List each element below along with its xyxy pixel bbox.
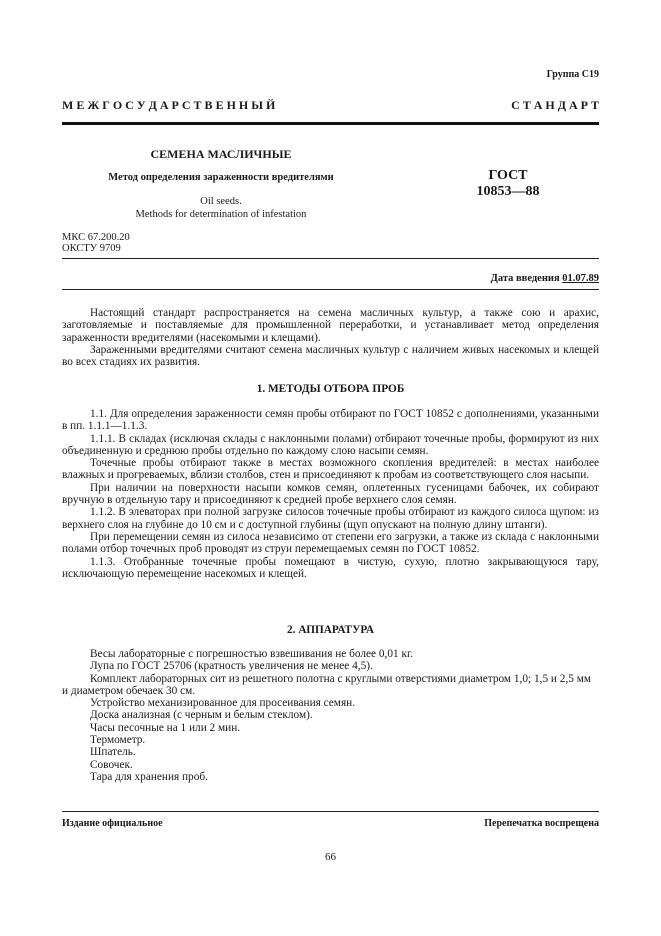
footer-rule <box>62 811 599 812</box>
english-title-line-2: Methods for determination of infestation <box>135 209 307 220</box>
list-item: Тара для хранения проб. <box>90 770 208 783</box>
section-1-text <box>62 408 599 580</box>
classification-codes <box>62 232 130 254</box>
intro-text <box>62 307 599 368</box>
date-rule <box>62 289 599 290</box>
official-edition-label: Издание официальное <box>62 818 163 829</box>
page-number: 66 <box>325 851 336 863</box>
gost-number <box>448 168 568 200</box>
section-1-paragraph: При перемещении семян из силоса независимо от степени его загрузки, а также из склада с наклонными полами отбор точечных проб проводят из струи перемещаемых семян по ГОСТ 10852. <box>62 530 599 556</box>
list-item: Устройство механизированное для просеивания семян. <box>90 697 356 710</box>
mks-code: МКС 67.200.20 <box>62 232 130 243</box>
okstu-code: ОКСТУ 9709 <box>62 243 121 254</box>
introduction-date <box>491 273 599 284</box>
introduction-date-label: Дата введения <box>490 273 560 284</box>
section-1-paragraph: 1.1.3. Отобранные точечные пробы помещают в чистую, сухую, плотно закрывающуюся тару, исключающую перемещение насекомых и клещей. <box>62 555 599 580</box>
list-item: Термометр. <box>90 734 146 747</box>
introduction-date-value: 01.07.89 <box>562 273 599 284</box>
banner-right: С Т А Н Д А Р Т <box>511 98 599 112</box>
section-1-paragraph: 1.1.2. В элеваторах при полной загрузке силосов точечные пробы отбирают из каждого силоса щупом: из верхнего слоя на глубине до 10 см и с доступной глубины (щуп опускают на полную длину штанги). <box>62 506 599 531</box>
gost-label: ГОСТ <box>488 168 528 183</box>
list-item: Комплект лабораторных сит из решетного полотна с круглыми отверстиями диаметром 1,0; 1,5 и 2,5 мм и диаметром обечаек 30 см. <box>62 672 592 697</box>
list-item: Часы песочные на 1 или 2 мин. <box>90 721 241 734</box>
banner-left: М Е Ж Г О С У Д А Р С Т В Е Н Н Ы Й <box>62 98 276 112</box>
section-1-paragraph: Точечные пробы отбирают также в местах возможного скопления вредителей: в местах наиболее влажных и прогреваемых, вблизи столбов, стен и присоединяют к пробам из соответствующего слоя насыпи. <box>62 457 599 482</box>
group-code: Группа С19 <box>546 69 599 80</box>
section-2-heading: 2. АППАРАТУРА <box>287 624 374 636</box>
standard-banner <box>62 98 599 113</box>
list-item: Весы лабораторные с погрешностью взвешивания не более 0,01 кг. <box>90 648 414 660</box>
banner-rule <box>62 122 599 125</box>
document-subtitle: Метод определения зараженности вредителями <box>108 172 334 183</box>
intro-paragraph: Зараженными вредителями считают семена масличных культур с наличием живых насекомых и клещей во всех стадиях их развития. <box>62 343 599 369</box>
english-title-line-1: Oil seeds. <box>200 196 242 207</box>
section-1-heading: 1. МЕТОДЫ ОТБОРА ПРОБ <box>256 383 405 395</box>
list-item: Шпатель. <box>90 746 136 759</box>
reprint-prohibited-label: Перепечатка воспрещена <box>484 818 599 829</box>
section-1-paragraph: 1.1.1. В складах (исключая склады с наклонными полами) отбирают точечные пробы, формируют из них объединенную и среднюю пробы отдельно по каждому слою насыпи семян. <box>62 432 599 457</box>
equipment-list <box>62 648 599 783</box>
gost-code: 10853—88 <box>476 184 540 199</box>
section-1-paragraph: При наличии на поверхности насыпи комков семян, оплетенных гусеницами бабочек, их собирают вручную в отдельную тару и присоединяют к средней пробе верхнего слоя семян. <box>62 481 599 507</box>
header-rule <box>62 258 599 259</box>
intro-paragraph: Настоящий стандарт распространяется на семена масличных культур, а также сою и арахис, заготовляемые и поставляемые для промышленной переработки, и устанавливает метод определения зараженности вредителями (насекомыми и клещами). <box>62 307 599 344</box>
section-1-paragraph: 1.1. Для определения зараженности семян пробы отбирают по ГОСТ 10852 с дополнениями, указанными в пп. 1.1.1—1.1.3. <box>62 408 599 433</box>
list-item: Доска анализная (с черным и белым стеклом). <box>90 709 313 722</box>
list-item: Лупа по ГОСТ 25706 (кратность увеличения не менее 4,5). <box>90 660 373 673</box>
document-title: СЕМЕНА МАСЛИЧНЫЕ <box>150 147 292 161</box>
list-item: Совочек. <box>90 758 133 771</box>
english-title <box>62 195 380 221</box>
